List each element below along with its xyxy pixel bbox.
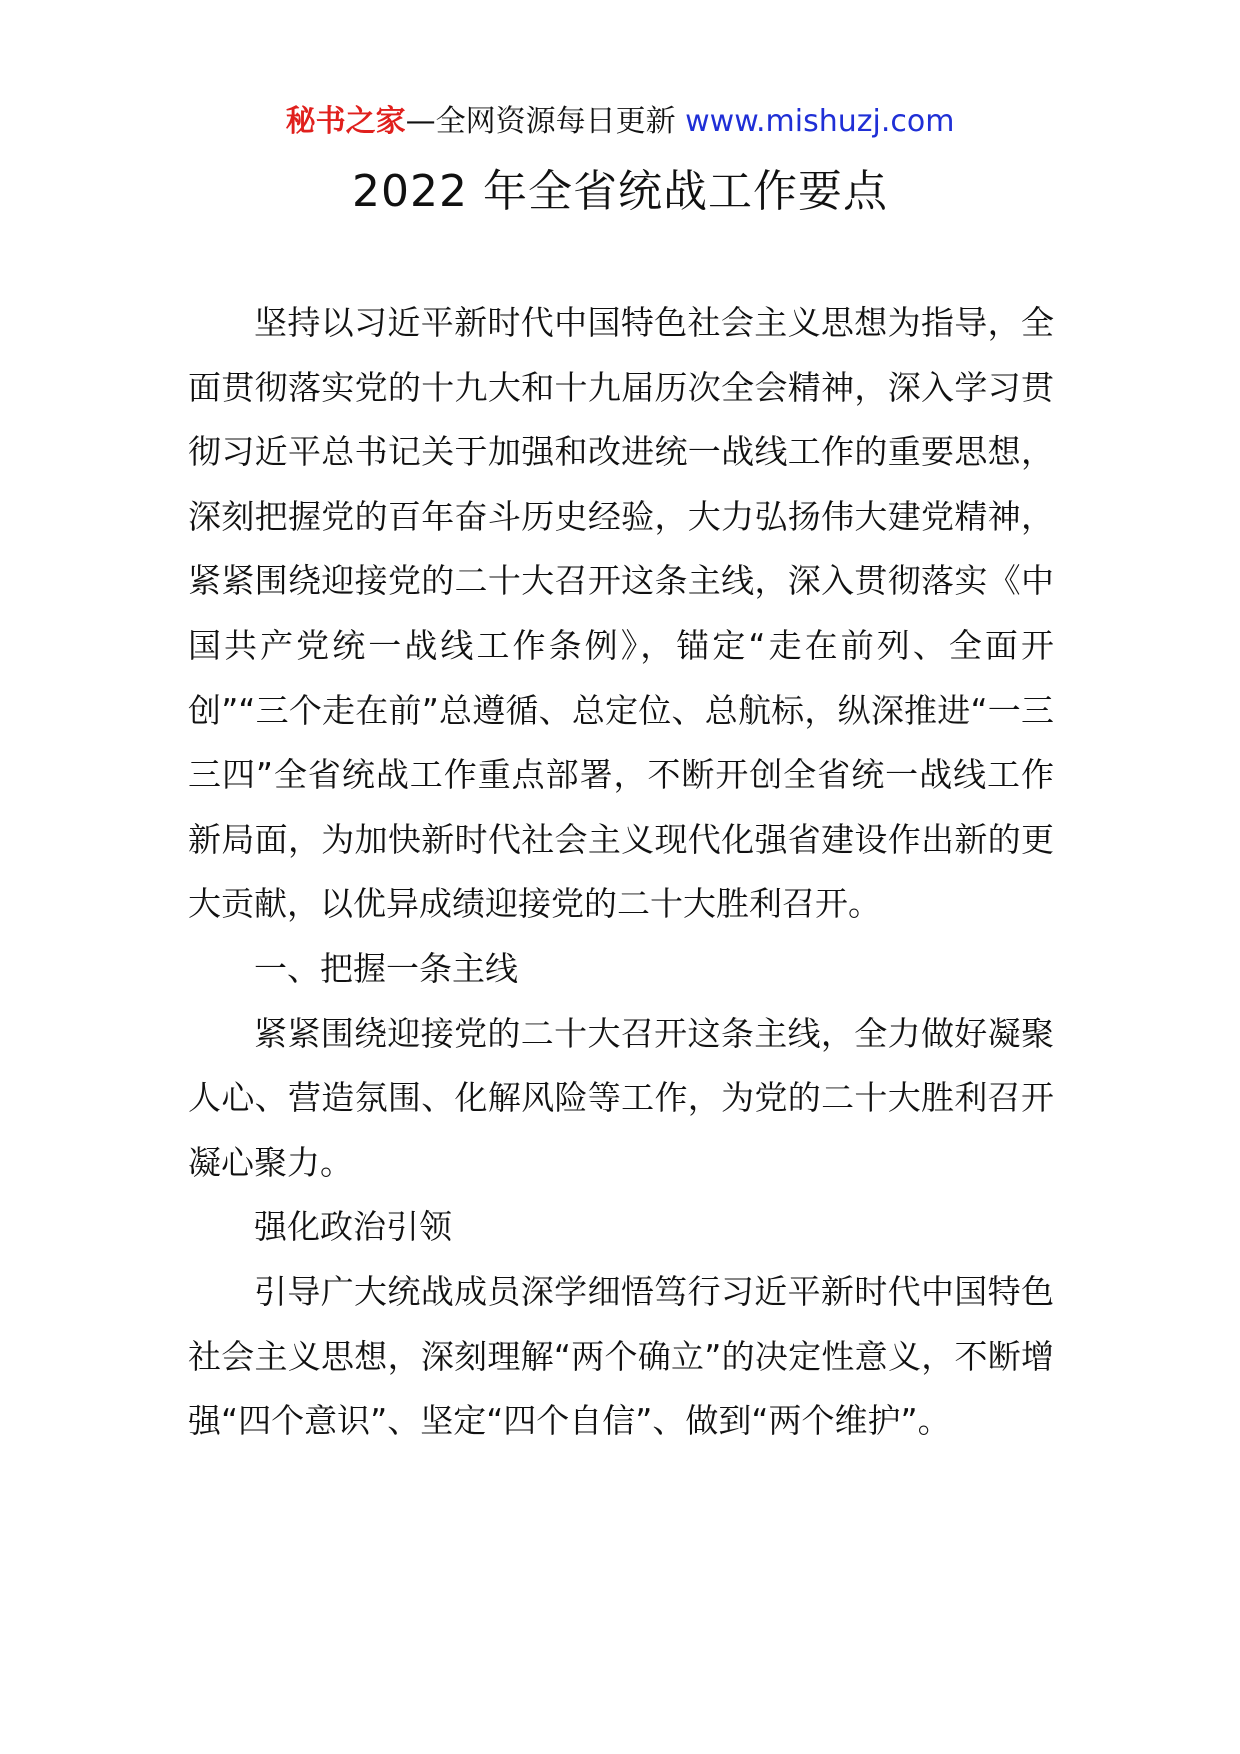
paragraph-political-guidance: 引导广大统战成员深学细悟笃行习近平新时代中国特色社会主义思想，深刻理解“两个确立”的决定性意义，不断增强“四个意识”、坚定“四个自信”、做到“两个维护”。 xyxy=(188,1271,1054,1441)
site-url-link[interactable]: www.mishuzj.com xyxy=(685,104,955,139)
header-slogan: —全网资源每日更新 xyxy=(405,104,686,139)
watermark-header xyxy=(0,102,1240,142)
brand-name: 秘书之家 xyxy=(285,104,406,139)
paragraph-main-line: 紧紧围绕迎接党的二十大召开这条主线，全力做好凝聚人心、营造氛围、化解风险等工作，为党的二十大胜利召开凝心聚力。 xyxy=(188,1013,1054,1182)
document-title: 2022 年全省统战工作要点 xyxy=(352,166,888,217)
document-body xyxy=(188,291,1054,1454)
section-heading-1: 一、把握一条主线 xyxy=(254,948,518,988)
subsection-heading-political-guidance: 强化政治引领 xyxy=(254,1207,452,1247)
paragraph-intro: 坚持以习近平新时代中国特色社会主义思想为指导，全面贯彻落实党的十九大和十九届历次全会精神，深入学习贯彻习近平总书记关于加强和改进统一战线工作的重要思想，深刻把握党的百年奋斗历史经验，大力弘扬伟大建党精神，紧紧围绕迎接党的二十大召开这条主线，深入贯彻落实《中国共产党统一战线工作条例》，锚定“走在前列、全面开创”“三个走在前”总遵循、总定位、总航标，纵深推进“一三三四”全省统战工作重点部署，不断开创全省统一战线工作新局面，为加快新时代社会主义现代化强省建设作出新的更大贡献，以优异成绩迎接党的二十大胜利召开。 xyxy=(188,303,1054,924)
